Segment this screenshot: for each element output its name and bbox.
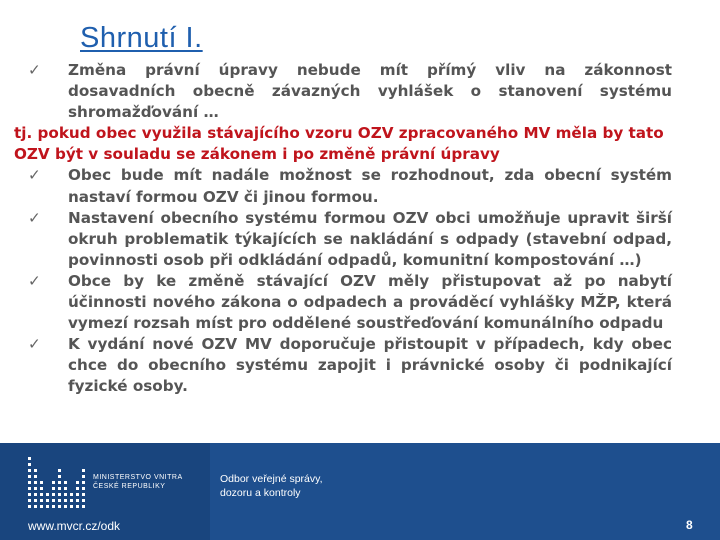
logo-dot: [52, 487, 55, 490]
logo-dot: [70, 493, 73, 496]
logo-dot: [28, 487, 31, 490]
logo-dot: [76, 481, 79, 484]
logo-dot: [46, 493, 49, 496]
logo-dot: [28, 505, 31, 508]
logo-dot: [46, 505, 49, 508]
ministry-name-line1: MINISTERSTVO VNITRA: [93, 474, 183, 481]
logo-dot: [52, 493, 55, 496]
logo-dot: [58, 505, 61, 508]
bullet-text: K vydání nové OZV MV doporučuje přistoupit v případech, kdy obec chce do obecního systému zapojit i právnické osoby či podnikající fyzické osoby.: [68, 335, 672, 396]
slide-content: [14, 60, 672, 398]
bullet-text: Obec bude mít nadále možnost se rozhodnout, zda obecní systém nastaví formou OZV či jinou formou.: [68, 166, 672, 206]
bullet-item: [14, 334, 672, 397]
logo-dot: [82, 481, 85, 484]
logo-dot: [64, 493, 67, 496]
bullet-item: [14, 60, 672, 123]
logo-dot: [82, 475, 85, 478]
logo-dot: [76, 505, 79, 508]
logo-dot: [82, 469, 85, 472]
logo-dot: [28, 469, 31, 472]
logo-dot: [82, 499, 85, 502]
bullet-text: Nastavení obecního systému formou OZV obci umožňuje upravit širší okruh problematik týkajících se nakládání s odpady (stavební odpad, povinnosti osob při odkládání odpadů, komunitní kompostování …): [68, 208, 672, 269]
check-icon: ✓: [28, 335, 41, 354]
logo-dot: [34, 481, 37, 484]
logo-dot: [58, 475, 61, 478]
logo-dot: [28, 457, 31, 460]
logo-dot: [58, 493, 61, 496]
bullet-text: Změna právní úpravy nebude mít přímý vliv na zákonnost dosavadních obecně závazných vyhlášek o stanovení systému shromažďování …: [68, 61, 672, 122]
logo-dot: [64, 505, 67, 508]
ministry-name: [93, 473, 183, 491]
logo-dot: [70, 499, 73, 502]
logo-dot: [28, 499, 31, 502]
logo-dot: [34, 469, 37, 472]
logo-dot: [40, 493, 43, 496]
logo-dot: [76, 487, 79, 490]
logo-dot: [52, 481, 55, 484]
logo-dot: [76, 493, 79, 496]
department-name: [220, 472, 323, 500]
page-number: 8: [686, 518, 693, 532]
bullet-text: Obce by ke změně stávající OZV měly přistupovat až po nabytí účinnosti nového zákona o odpadech a prováděcí vyhlášky MŽP, která vymezí rozsah míst pro oddělené soustřeďování komunálního odpadu: [68, 271, 672, 333]
logo-dot: [52, 505, 55, 508]
logo-dot: [28, 481, 31, 484]
check-icon: ✓: [28, 61, 41, 79]
logo-dot: [70, 505, 73, 508]
footer-url-link[interactable]: www.mvcr.cz/odk: [28, 519, 121, 533]
logo-dot: [40, 481, 43, 484]
logo-dot: [34, 499, 37, 502]
bullet-item: [14, 165, 672, 207]
logo-dot: [64, 499, 67, 502]
logo-dot: [64, 487, 67, 490]
logo-dot: [40, 487, 43, 490]
logo-dot: [76, 499, 79, 502]
check-icon: ✓: [28, 271, 41, 290]
logo-dot: [28, 493, 31, 496]
check-icon: ✓: [28, 166, 41, 185]
slide-title: Shrnutí I.: [80, 22, 203, 54]
logo-dot: [58, 469, 61, 472]
logo-dot: [40, 505, 43, 508]
logo-dot: [52, 499, 55, 502]
ministry-name-line2: ČESKÉ REPUBLIKY: [93, 483, 166, 490]
logo-dot: [34, 505, 37, 508]
department-line2: dozoru a kontroly: [220, 487, 301, 499]
logo-dot: [34, 493, 37, 496]
logo-dot: [82, 505, 85, 508]
check-icon: ✓: [28, 208, 41, 227]
logo-dot: [58, 487, 61, 490]
bullet-item: [14, 271, 672, 334]
logo-dot: [28, 463, 31, 466]
note-text: tj. pokud obec využila stávajícího vzoru OZV zpracovaného MV měla by tato OZV být v souladu se zákonem i po změně právní úpravy: [14, 124, 664, 164]
logo-dot: [28, 475, 31, 478]
logo-dot: [34, 487, 37, 490]
bullet-item: [14, 208, 672, 271]
logo-dot: [58, 499, 61, 502]
logo-dot: [82, 487, 85, 490]
logo-dot: [58, 481, 61, 484]
logo-dot: [34, 475, 37, 478]
logo-dot: [82, 493, 85, 496]
logo-dot: [40, 499, 43, 502]
logo-dot: [46, 499, 49, 502]
logo-dot: [64, 481, 67, 484]
department-line1: Odbor veřejné správy,: [220, 473, 323, 485]
